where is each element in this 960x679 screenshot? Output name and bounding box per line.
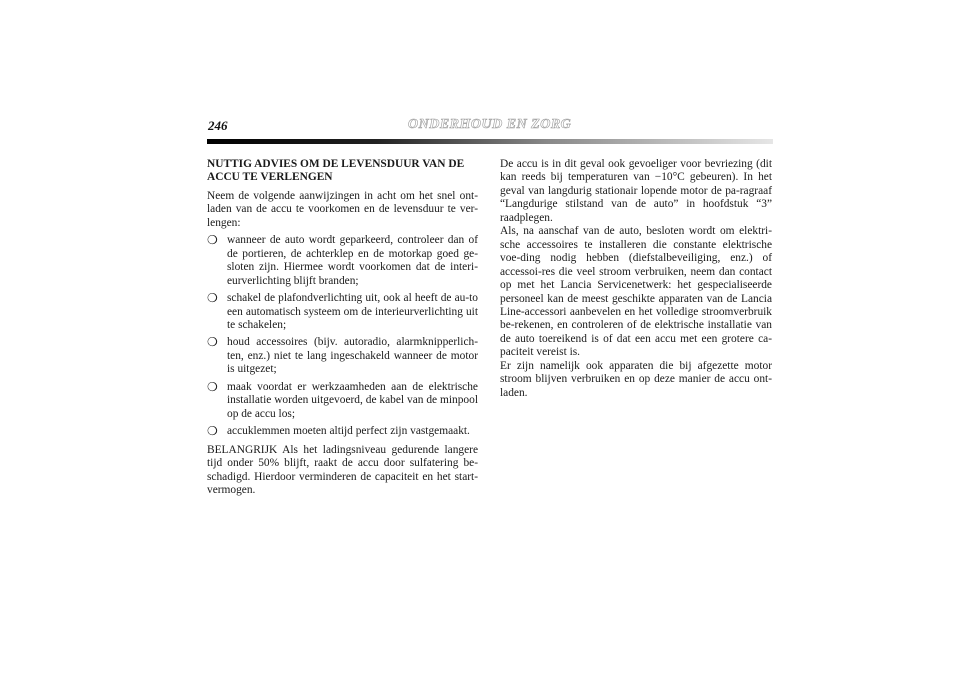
bullet-circle-icon: ❍ [207,379,218,394]
bullet-circle-icon: ❍ [207,233,218,248]
bullet-circle-icon: ❍ [207,335,218,350]
list-item [207,381,478,421]
paragraph-accessories: Als, na aanschaf van de auto, besloten wordt om elektri-sche accessoires te installeren die constante elektrische voe-ding nodig hebben (diefstalbeveiliging, enz.) of accessoi-res die veel stroom verbruiken, neem dan contact op met het Lancia Servicenetwerk: het gespecialiseerde personeel kan de meest geschikte apparaten van de Lancia Line-accessori aanbevelen en het volledige stroomverbruik be-rekenen, en controleren of de elektrische installatie van de auto toereikend is of dat een accu met een grotere ca-paciteit vereist is. [500,225,772,359]
list-item-text: wanneer de auto wordt geparkeerd, controleer dan of de portieren, de achterklep en de motorkap goed ge-sloten zijn. Hiermee wordt voorkomen dat de interi-eurverlichting blijft branden; [227,234,478,287]
paragraph-standby-drain: Er zijn namelijk ook apparaten die bij afgezette motor stroom blijven verbruiken en op deze manier de accu ont-laden. [500,359,772,399]
list-item-text: schakel de plafondverlichting uit, ook al heeft de au-to een automatisch systeem om de interieurverlichting uit te schakelen; [227,292,478,331]
list-item-text: houd accessoires (bijv. autoradio, alarmknipperlich-ten, enz.) niet te lang ingeschakeld wanneer de motor is uitgezet; [227,336,478,376]
bullet-circle-icon: ❍ [207,424,218,439]
list-item [207,425,478,438]
intro-paragraph: Neem de volgende aanwijzingen in acht om het snel ont-laden van de accu te voorkomen en de levensduur te ver-lengen: [207,189,478,229]
section-heading: NUTTIG ADVIES OM DE LEVENSDUUR VAN DE ACCU TE VERLENGEN [207,158,465,184]
section-title: ONDERHOUD EN ZORG [408,117,572,132]
right-column [500,158,772,400]
list-item [207,234,478,288]
list-item-text: maak voordat er werkzaamheden aan de elektrische installatie worden uitgevoerd, de kabel van de minpool op de accu los; [227,380,478,420]
advice-list [207,234,478,438]
left-column [207,158,478,497]
header-rule [207,139,773,144]
bullet-circle-icon: ❍ [207,291,218,306]
list-item [207,292,478,332]
page-number: 246 [208,118,228,133]
list-item [207,336,478,376]
important-note: BELANGRIJK Als het ladingsniveau gedurende langere tijd onder 50% blijft, raakt de accu door sulfatering be-schadigd. Hierdoor verminderen de capaciteit en het start-vermogen. [207,443,478,496]
list-item-text: accuklemmen moeten altijd perfect zijn vastgemaakt. [227,425,470,438]
paragraph-freezing: De accu is in dit geval ook gevoeliger voor bevriezing (dit kan reeds bij temperaturen van −10°C gebeuren). In het geval van langdurig stationair lopende motor de pa-ragraaf “Langdurige stilstand van de auto” in hoofdstuk “3” raadplegen. [500,158,772,224]
